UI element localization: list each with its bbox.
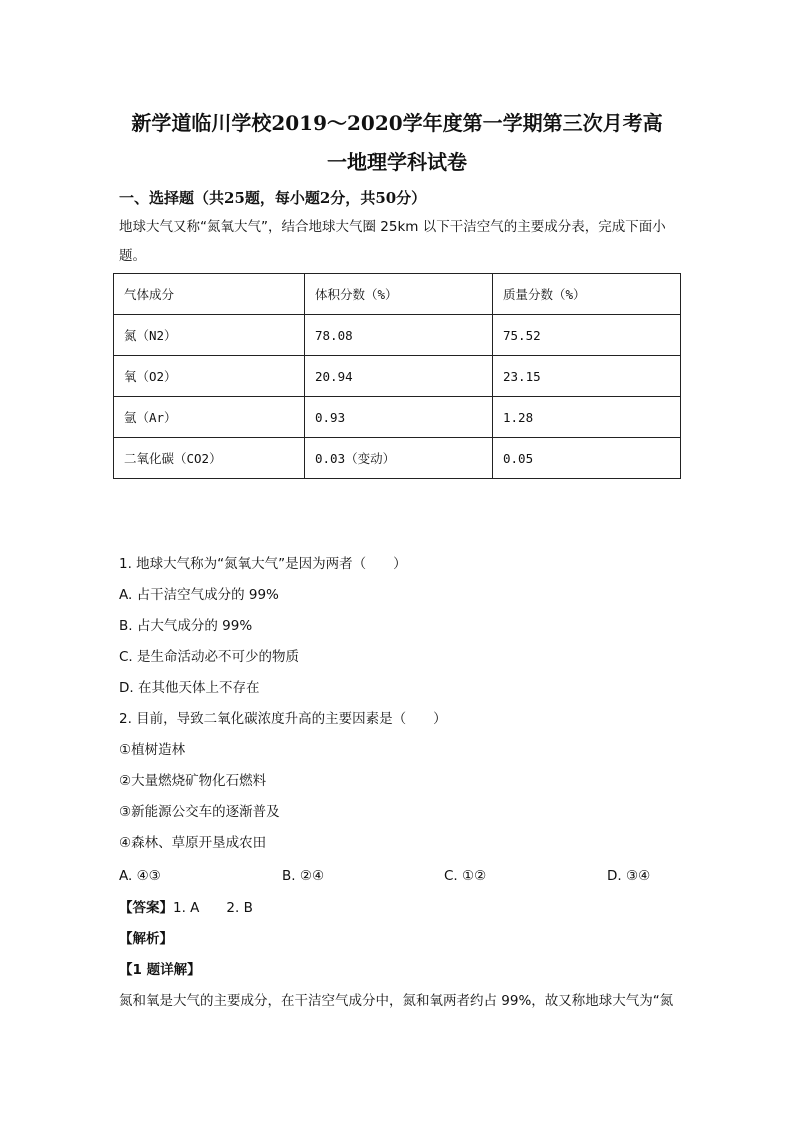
question-1-stem: 1. 地球大气称为“氮氧大气”是因为两者（ ） [119, 556, 407, 572]
detail-text: 氮和氧是大气的主要成分，在干洁空气成分中，氮和氧两者约占 99%，故又称地球大气为“氮 [119, 993, 674, 1009]
table-cell: 75.52 [493, 315, 681, 356]
answer-line [119, 899, 253, 917]
question-2-option-d: D. ③④ [607, 868, 651, 884]
gas-composition-table [113, 273, 681, 479]
question-2-item-1: ①植树造林 [119, 742, 186, 758]
table-header-cell: 质量分数（%） [493, 274, 681, 315]
table-cell: 0.93 [305, 397, 493, 438]
question-2-stem: 2. 目前，导致二氧化碳浓度升高的主要因素是（ ） [119, 711, 447, 727]
table-header-row [114, 274, 681, 315]
table-cell: 氮（N2） [114, 315, 305, 356]
question-2-item-3: ③新能源公交车的逐渐普及 [119, 804, 280, 820]
question-1-option-d: D. 在其他天体上不存在 [119, 680, 260, 696]
table-cell: 0.03（变动） [305, 438, 493, 479]
question-2-item-2: ②大量燃烧矿物化石燃料 [119, 773, 267, 789]
question-1-option-c: C. 是生命活动必不可少的物质 [119, 649, 300, 665]
table-header-cell: 体积分数（%） [305, 274, 493, 315]
table-cell: 氩（Ar） [114, 397, 305, 438]
analysis-label: 【解析】 [119, 931, 173, 947]
section-heading: 一、选择题（共25题，每小题2分，共50分） [119, 189, 427, 207]
table-header-cell: 气体成分 [114, 274, 305, 315]
table-cell: 氧（O2） [114, 356, 305, 397]
table-cell: 78.08 [305, 315, 493, 356]
intro-text-line1: 地球大气又称“氮氧大气”，结合地球大气圈 25km 以下干洁空气的主要成分表，完成下面小 [119, 219, 666, 235]
question-1-option-a: A. 占干洁空气成分的 99% [119, 587, 279, 603]
question-2-item-4: ④森林、草原开垦成农田 [119, 835, 267, 851]
question-1-option-b: B. 占大气成分的 99% [119, 618, 253, 634]
table-cell: 0.05 [493, 438, 681, 479]
exam-title-line1: 新学道临川学校2019～2020学年度第一学期第三次月考高 [131, 111, 663, 135]
question-2-option-b: B. ②④ [282, 868, 325, 884]
table-row [114, 397, 681, 438]
intro-text-line2: 题。 [119, 248, 146, 264]
question-2-option-a: A. ④③ [119, 868, 161, 884]
answer-label: 【答案】 [119, 900, 173, 916]
table-row [114, 356, 681, 397]
table-cell: 二氧化碳（CO2） [114, 438, 305, 479]
table-row [114, 315, 681, 356]
detail-label: 【1 题详解】 [119, 962, 201, 978]
table-cell: 23.15 [493, 356, 681, 397]
table-cell: 1.28 [493, 397, 681, 438]
table-row [114, 438, 681, 479]
table-cell: 20.94 [305, 356, 493, 397]
exam-title-line2: 一地理学科试卷 [327, 150, 467, 174]
answer-text: 1. A 2. B [173, 900, 253, 916]
question-2-option-c: C. ①② [444, 868, 487, 884]
